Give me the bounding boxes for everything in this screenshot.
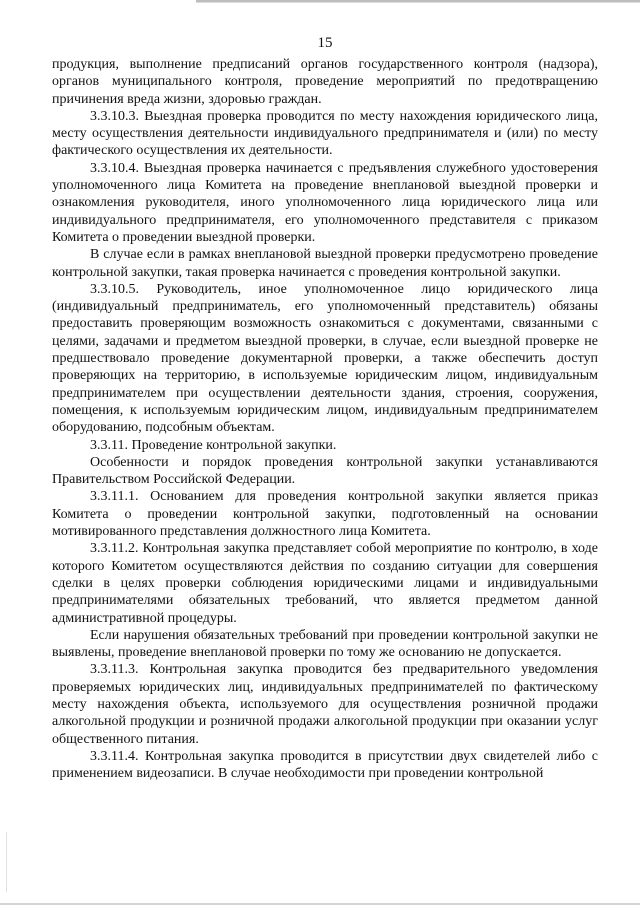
paragraph: 3.3.11.1. Основанием для проведения контрольной закупки является приказ Комитета о проведении контрольной закупки, подготовленный на основании мотивированного представления должностного лица Комитета. [52,489,598,540]
scan-edge-top [196,0,640,2]
paragraph: 3.3.11.3. Контрольная закупка проводится без предварительного уведомления проверяемых юридических лиц, индивидуальных предпринимателей по фактическому месту нахождения объекта, используемого для осуществления розничной продажи алкогольной продукции и розничной продажи алкогольной продукции при оказании услуг общественного питания. [52,662,598,747]
scan-edge-left [6,832,7,892]
paragraph: 3.3.10.4. Выездная проверка начинается с предъявления служебного удостоверения уполномоченного лица Комитета на проведение внеплановой выездной проверки и ознакомления руководителя, иного уполномоченного лица юридического лица или индивидуального предпринимателя, его уполномоченного представителя с приказом Комитета о проведении выездной проверки. [52,160,598,245]
paragraph: 3.3.10.5. Руководитель, иное уполномоченное лицо юридического лица (индивидуальный предприниматель, его уполномоченный представитель) обязаны предоставить проверяющим возможность ознакомиться с документами, связанными с целями, задачами и предметом выездной проверки, в случае, если выездной проверке не предшествовало проведение документарной проверки, а также обеспечить доступ проверяющих на территорию, в используемые юридическим лицом, индивидуальным предпринимателем при осуществлении деятельности здания, строения, сооружения, помещения, к используемым юридическим лицом, индивидуальным предпринимателем оборудованию, подсобным объектам. [52,281,598,436]
paragraph: Если нарушения обязательных требований при проведении контрольной закупки не выявлены, проведение внеплановой проверки по тому же основанию не допускается. [52,627,598,661]
paragraph: 3.3.11.2. Контрольная закупка представляет собой мероприятие по контролю, в ходе которого Комитетом осуществляются действия по созданию ситуации для совершения сделки в целях проверки соблюдения юридическими лицами и индивидуальными предпринимателями обязательных требований, что является предметом данной административной процедуры. [52,541,598,626]
paragraph: продукция, выполнение предписаний органов государственного контроля (надзора), органов муниципального контроля, проведение мероприятий по предотвращению причинения вреда жизни, здоровью граждан. [52,57,598,107]
document-body [52,56,598,782]
paragraph: Особенности и порядок проведения контрольной закупки устанавливаются Правительством Российской Федерации. [52,454,598,488]
document-page [52,34,598,782]
paragraph: 3.3.11.4. Контрольная закупка проводится в присутствии двух свидетелей либо с применением видеозаписи. В случае необходимости при проведении контрольной [52,748,598,782]
paragraph: 3.3.10.3. Выездная проверка проводится по месту нахождения юридического лица, месту осуществления деятельности индивидуального предпринимателя и (или) по месту фактического осуществления их деятельности. [52,108,598,159]
page-number: 15 [317,35,333,51]
paragraph: В случае если в рамках внеплановой выездной проверки предусмотрено проведение контрольной закупки, такая проверка начинается с проведения контрольной закупки. [52,247,598,280]
paragraph: 3.3.11. Проведение контрольной закупки. [90,437,337,453]
